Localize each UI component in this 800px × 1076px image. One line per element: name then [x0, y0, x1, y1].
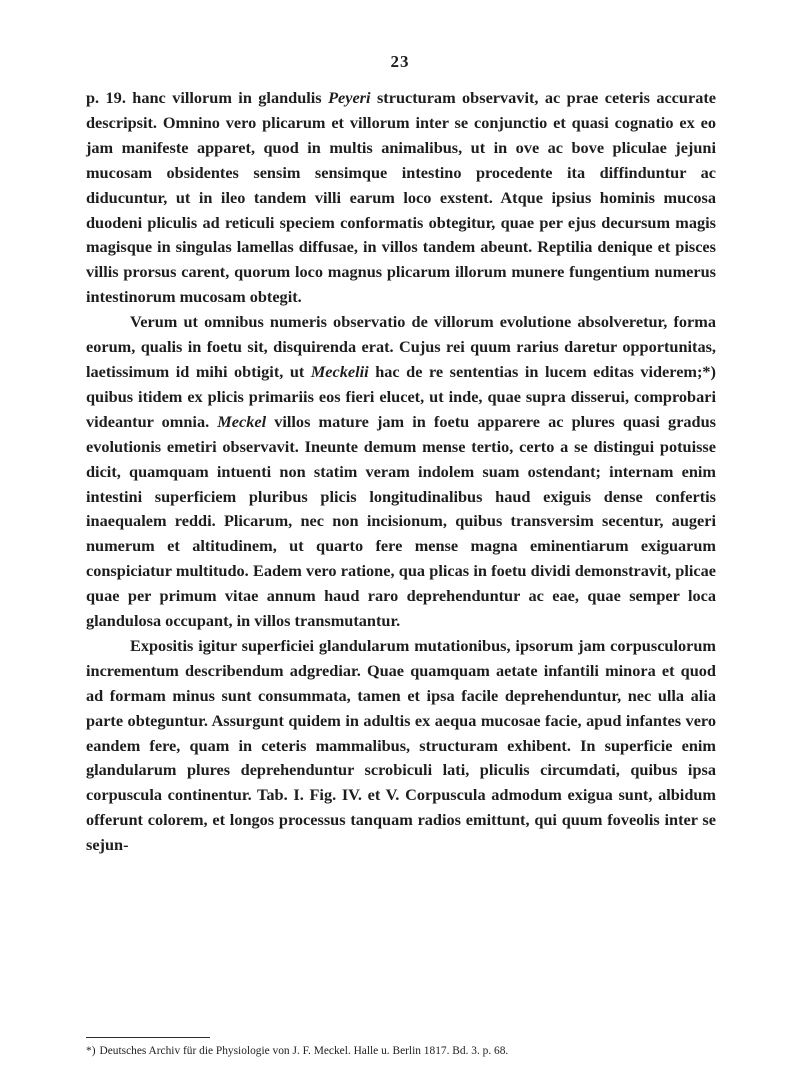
- italic-name: Peyeri: [328, 88, 371, 107]
- body-text: [86, 86, 716, 858]
- footnote-mark: *): [86, 1045, 96, 1057]
- footnote: [86, 1044, 726, 1058]
- italic-name: Meckel: [217, 411, 267, 431]
- paragraph-2: [86, 310, 716, 634]
- text-run: hac de re sententias in lucem editas viderem;*) quibus itidem ex plicis primariis eos fieri elucet, ut inde, quae supra disserui, comprobari videantur omnia.: [86, 361, 716, 431]
- text-run: Verum ut omnibus numeris observatio de villorum evolutione absolveretur, forma eorum, qualis in foetu sit, disquirenda erat. Cujus rei quum rarius daretur opportunitas, laetissimum id mihi obtigit, ut: [86, 312, 716, 381]
- page-number: 23: [390, 52, 410, 71]
- text-run: villos mature jam in foetu apparere ac plures quasi gradus evolutionis emetiri observavit. Ineunte demum mense tertio, certo a se distingui potuisse dicit, quamquam intuenti non statim veram indolem suam ostendant; internam enim intestini superficiem pluribus plicis longitudinalibus haud exiguis dense confertis inaequalem reddi. Plicarum, nec non incisionum, quibus transversim secentur, augeri numerum et altitudinem, ut quarto fere mense magna eminentiarum exiguarum conspiciatur multitudo. Eadem vero ratione, qua plicas in foetu dividi demonstravit, plicae quae per primum vitae annum haud raro deprehenduntur ac eae, quae semper loca glandulosa occupant, in villos transmutantur.: [86, 411, 717, 631]
- footnote-rule: [86, 1037, 210, 1038]
- paragraph-3: [86, 634, 716, 858]
- text-run: structuram observavit, ac prae ceteris accurate descripsit. Omnino vero plicarum et villorum inter se conjunctio et quasi cognatio ex eo jam manifeste apparet, quod in multis animalibus, ut in ove ac bove pliculae jejuni mucosam obsidentes sensim sensimque intestino procedente ita diffinduntur ac diducuntur, ut in ileo tandem villi earum loco exstent. Atque ipsius hominis mucosa duodeni pliculis ad reticuli speciem conformatis obtegitur, quae per ejus decursum magis magisque in singulas lamellas diffusae, in villos tandem abeunt. Reptilia denique et pisces villis prorsus carent, quorum loco magnus plicarum illorum munere fungentium numerus intestinorum mucosam obtegit.: [86, 88, 716, 307]
- text-run: p. 19. hanc villorum in glandulis: [86, 88, 329, 107]
- italic-name: Meckelii: [310, 361, 369, 381]
- footnote-text: Deutsches Archiv für die Physiologie von J. F. Meckel. Halle u. Berlin 1817. Bd. 3. p. 68.: [99, 1045, 509, 1057]
- text-run: Expositis igitur superficiei glandularum mutationibus, ipsorum jam corpusculorum incrementum describendum adgrediar. Quae quamquam aetate infantili minora et quod ad formam minus sunt consummata, tamen et ipsa facile deprehenduntur, nec ulla alia parte obteguntur. Assurgunt quidem in adultis ex aequa mucosae facie, apud infantes vero eandem fere, quam in ceteris mammalibus, structuram exhibent. In superficie enim glandularum plures deprehenduntur scrobiculi lati, pliculis circumdati, quibus ipsa corpuscula continentur. Tab. I. Fig. IV. et V. Corpuscula admodum exigua sunt, albidum offerunt colorem, et longos processus tanquam radios emittunt, qui quum foveolis inter se sejun-: [86, 635, 716, 855]
- paragraph-1: [86, 86, 716, 310]
